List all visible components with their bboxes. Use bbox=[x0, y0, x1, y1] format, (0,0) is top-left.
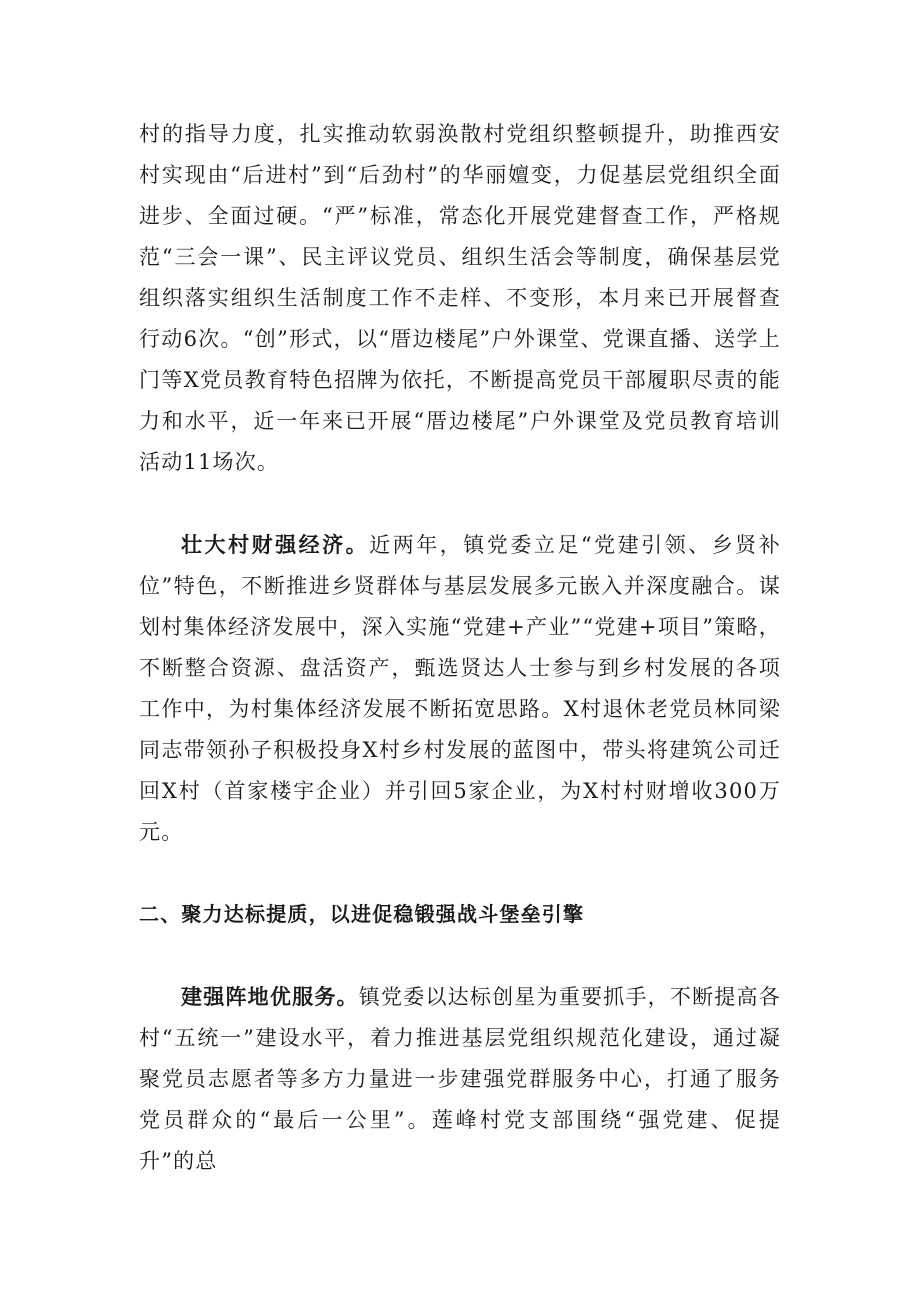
paragraph-text: 镇党委以达标创星为重要抓手，不断提高各村“五统一”建设水平，着力推进基层党组织规范化建设，通过凝聚党员志愿者等多方力量进一步建强党群服务中心，打通了服务党员群众的“最后一公里”。莲峰村党支部围绕“强党建、促提升”的总 bbox=[139, 985, 781, 1173]
document-body bbox=[139, 114, 781, 1182]
paragraph-spacer bbox=[139, 935, 781, 976]
paragraph-position-service bbox=[139, 976, 781, 1182]
paragraph-spacer bbox=[139, 483, 781, 524]
paragraph-lead-title: 壮大村财强经济。 bbox=[181, 532, 370, 557]
paragraph-spacer bbox=[139, 853, 781, 894]
paragraph-village-economy bbox=[139, 524, 781, 853]
paragraph-text: 近两年，镇党委立足“党建引领、乡贤补位”特色，不断推进乡贤群体与基层发展多元嵌入并深度融合。谋划村集体经济发展中，深入实施“党建+产业”“党建+项目”策略，不断整合资源、盘活资产，甄选贤达人士参与到乡村发展的各项工作中，为村集体经济发展不断拓宽思路。X村退休老党员林同梁同志带领孙子积极投身X村乡村发展的蓝图中，带头将建筑公司迁回X村（首家楼宇企业）并引回5家企业，为X村村财增收300万元。 bbox=[139, 533, 781, 844]
paragraph-guidance: 村的指导力度，扎实推动软弱涣散村党组织整顿提升，助推西安村实现由“后进村”到“后劲村”的华丽嬗变，力促基层党组织全面进步、全面过硬。“严”标准，常态化开展党建督查工作，严格规范“三会一课”、民主评议党员、组织生活会等制度，确保基层党组织落实组织生活制度工作不走样、不变形，本月来已开展督查行动6次。“创”形式，以“厝边楼尾”户外课堂、党课直播、送学上门等X党员教育特色招牌为依托，不断提高党员干部履职尽责的能力和水平，近一年来已开展“厝边楼尾”户外课堂及党员教育培训活动11场次。 bbox=[139, 122, 781, 474]
section-heading: 二、聚力达标提质，以进促稳锻强战斗堡垒引擎 bbox=[139, 902, 585, 926]
paragraph-lead-title: 建强阵地优服务。 bbox=[181, 984, 359, 1009]
